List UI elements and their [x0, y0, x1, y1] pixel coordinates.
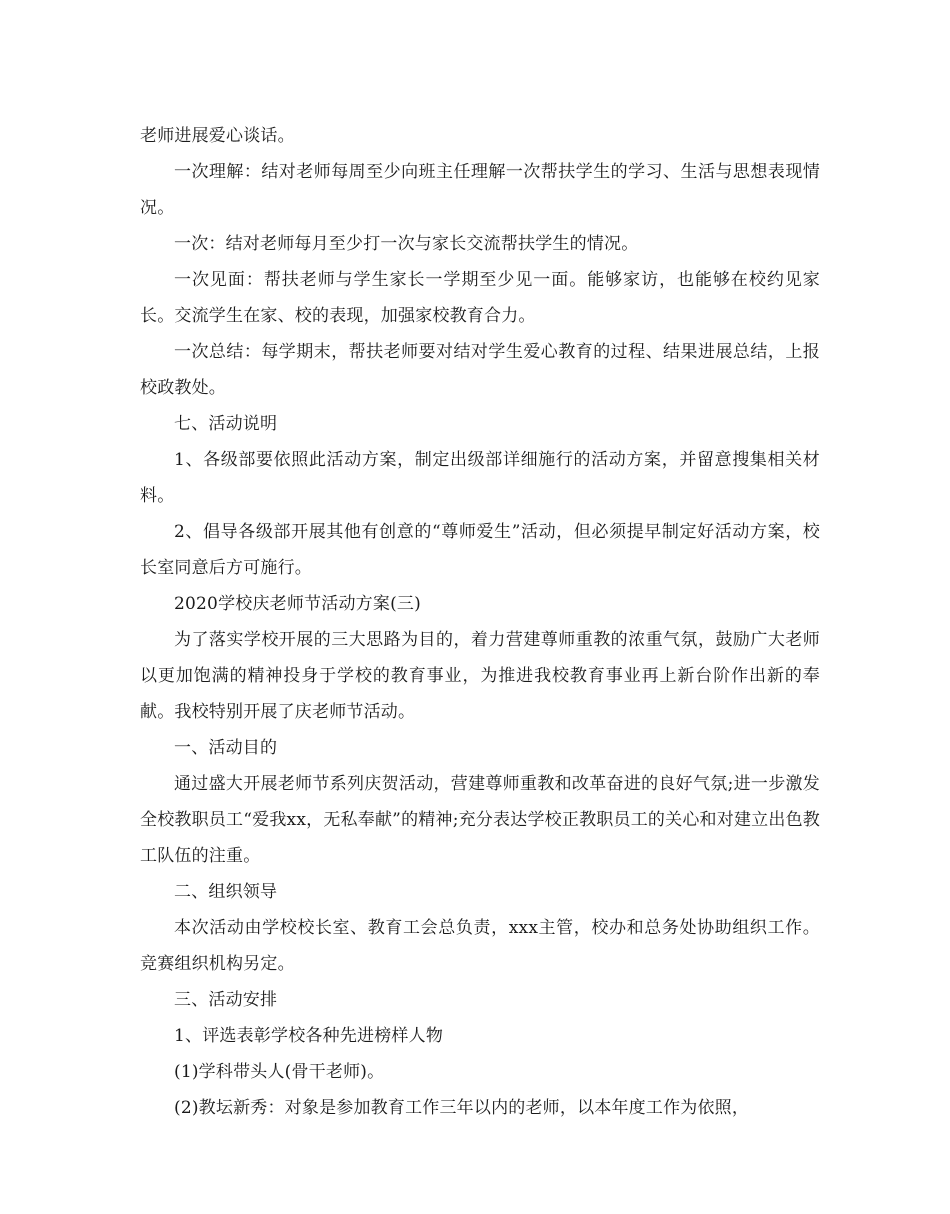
paragraph-1: 老师进展爱心谈话。: [140, 126, 295, 146]
paragraph-2: 一次理解：结对老师每周至少向班主任理解一次帮扶学生的学习、生活与思想表现情况。: [140, 162, 820, 218]
paragraph-16: 1、评选表彰学校各种先进榜样人物: [174, 1026, 444, 1046]
section-heading-1: 一、活动目的: [174, 738, 278, 758]
document-body: [140, 118, 820, 1126]
section-heading-3: 三、活动安排: [174, 990, 278, 1010]
paragraph-10: 为了落实学校开展的三大思路为目的，着力营建尊师重教的浓重气氛，鼓励广大老师以更加饱满的精神投身于学校的教育事业，为推进我校教育事业再上新台阶作出新的奉献。我校特别开展了庆老师节活动。: [140, 630, 820, 722]
paragraph-5: 一次总结：每学期末，帮扶老师要对结对学生爱心教育的过程、结果进展总结，上报校政教处。: [140, 342, 820, 398]
paragraph-7: 1、各级部要依照此活动方案，制定出级部详细施行的活动方案，并留意搜集相关材料。: [140, 450, 820, 506]
paragraph-17: (1)学科带头人(骨干老师)。: [174, 1062, 385, 1082]
section-heading-2: 二、组织领导: [174, 882, 278, 902]
paragraph-14: 本次活动由学校校长室、教育工会总负责，xxx主管，校办和总务处协助组织工作。竞赛组织机构另定。: [140, 918, 820, 974]
paragraph-8: 2、倡导各级部开展其他有创意的“尊师爱生”活动，但必须提早制定好活动方案，校长室同意后方可施行。: [140, 522, 820, 578]
paragraph-12: 通过盛大开展老师节系列庆贺活动，营建尊师重教和改革奋进的良好气氛;进一步激发全校教职员工“爱我xx，无私奉献”的精神;充分表达学校正教职员工的关心和对建立出色教工队伍的注重。: [140, 774, 820, 866]
paragraph-18: (2)教坛新秀：对象是参加教育工作三年以内的老师，以本年度工作为依照，: [174, 1098, 750, 1118]
plan-title: 2020学校庆老师节活动方案(三): [174, 594, 421, 614]
paragraph-3: 一次：结对老师每月至少打一次与家长交流帮扶学生的情况。: [174, 234, 639, 254]
paragraph-4: 一次见面：帮扶老师与学生家长一学期至少见一面。能够家访，也能够在校约见家长。交流学生在家、校的表现，加强家校教育合力。: [140, 270, 820, 326]
section-heading-7: 七、活动说明: [174, 414, 278, 434]
